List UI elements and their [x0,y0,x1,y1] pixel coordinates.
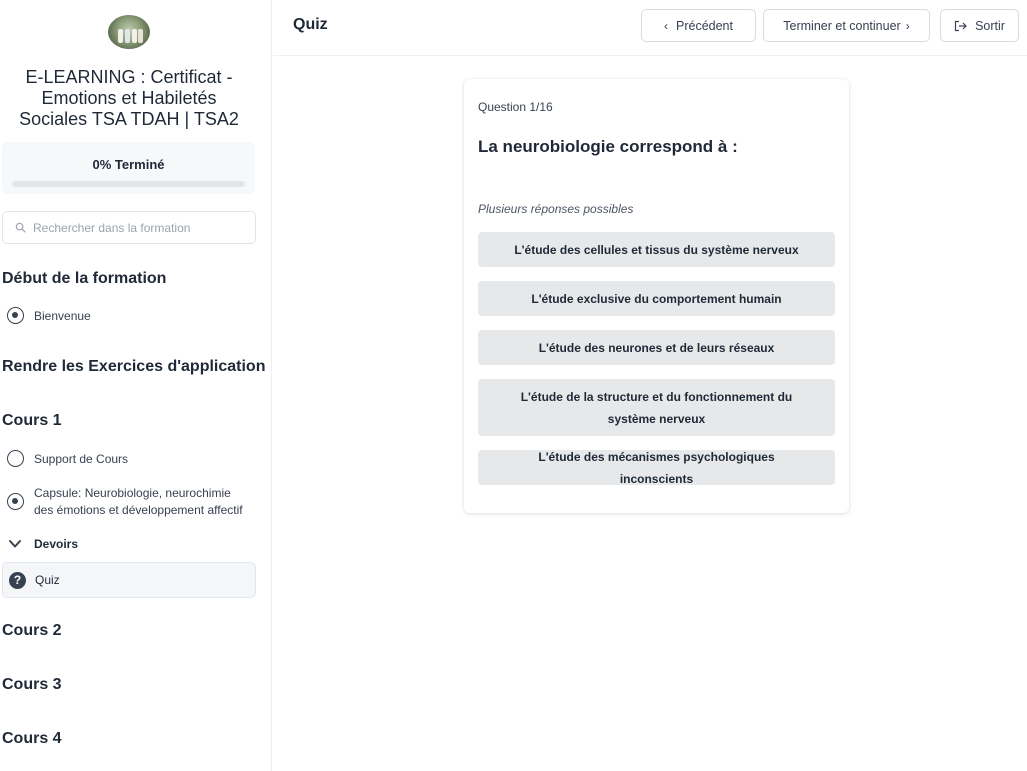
chevron-left-icon: ‹ [664,18,668,33]
search-input[interactable] [33,218,248,238]
course-logo [108,15,150,49]
progress-panel [2,142,255,194]
question-text: La neurobiologie correspond à : [478,137,738,156]
devoirs-group-toggle[interactable] [2,536,256,554]
section-title-cours-3[interactable]: Cours 3 [2,676,62,693]
question-counter: Question 1/16 [478,100,553,114]
progress-bar [12,181,245,187]
finish-and-continue-button[interactable] [763,9,930,42]
previous-button[interactable] [641,9,756,42]
exit-button-label: Sortir [975,18,1005,33]
course-title: E-LEARNING : Certificat - Emotions et Habiletés Sociales TSA TDAH | TSA2 [19,67,239,129]
lesson-support-de-cours[interactable] [2,450,256,468]
search-icon [15,222,26,233]
devoirs-label: Devoirs [34,537,79,551]
progress-label: 0% Terminé [92,157,165,172]
answer-option-5[interactable]: L'étude des mécanismes psychologiques inconscients [478,450,835,485]
exit-button[interactable] [940,9,1019,42]
chevron-right-icon: › [905,18,910,33]
section-title-cours-1[interactable]: Cours 1 [2,412,62,429]
question-icon: ? [9,572,26,589]
section-title-cours-2[interactable]: Cours 2 [2,622,62,639]
lesson-label: Support de Cours [34,452,129,466]
section-title-exercices[interactable]: Rendre les Exercices d'application [2,358,266,375]
lesson-bienvenue[interactable] [2,307,256,325]
page-title: Quiz [293,16,328,33]
answer-option-2[interactable]: L'étude exclusive du comportement humain [478,281,835,316]
section-title-cours-4[interactable]: Cours 4 [2,730,62,747]
search-box[interactable] [2,211,256,244]
not-started-radio-icon [7,450,24,467]
answer-option-1[interactable]: L'étude des cellules et tissus du système nerveux [478,232,835,267]
chevron-down-icon [8,539,22,549]
answer-hint: Plusieurs réponses possibles [478,202,634,216]
answer-option-4[interactable]: L'étude de la structure et du fonctionnement du système nerveux [478,379,835,436]
previous-button-label: Précédent [676,18,733,33]
finish-and-continue-label: Terminer et continuer [783,18,901,33]
quiz-card [464,79,849,513]
lesson-label: Capsule: Neurobiologie, neurochimie des émotions et développement affectif [34,486,243,517]
lesson-label: Quiz [35,573,60,587]
top-bar [273,0,1027,56]
exit-icon [954,20,967,32]
in-progress-radio-icon [7,307,24,324]
in-progress-radio-icon [7,493,24,510]
answer-option-3[interactable]: L'étude des neurones et de leurs réseaux [478,330,835,365]
lesson-quiz-active[interactable] [2,562,256,598]
lesson-label: Bienvenue [34,309,91,323]
section-title-debut[interactable]: Début de la formation [2,270,167,287]
lesson-capsule-neurobiologie[interactable] [2,485,256,519]
course-sidebar [0,0,272,771]
